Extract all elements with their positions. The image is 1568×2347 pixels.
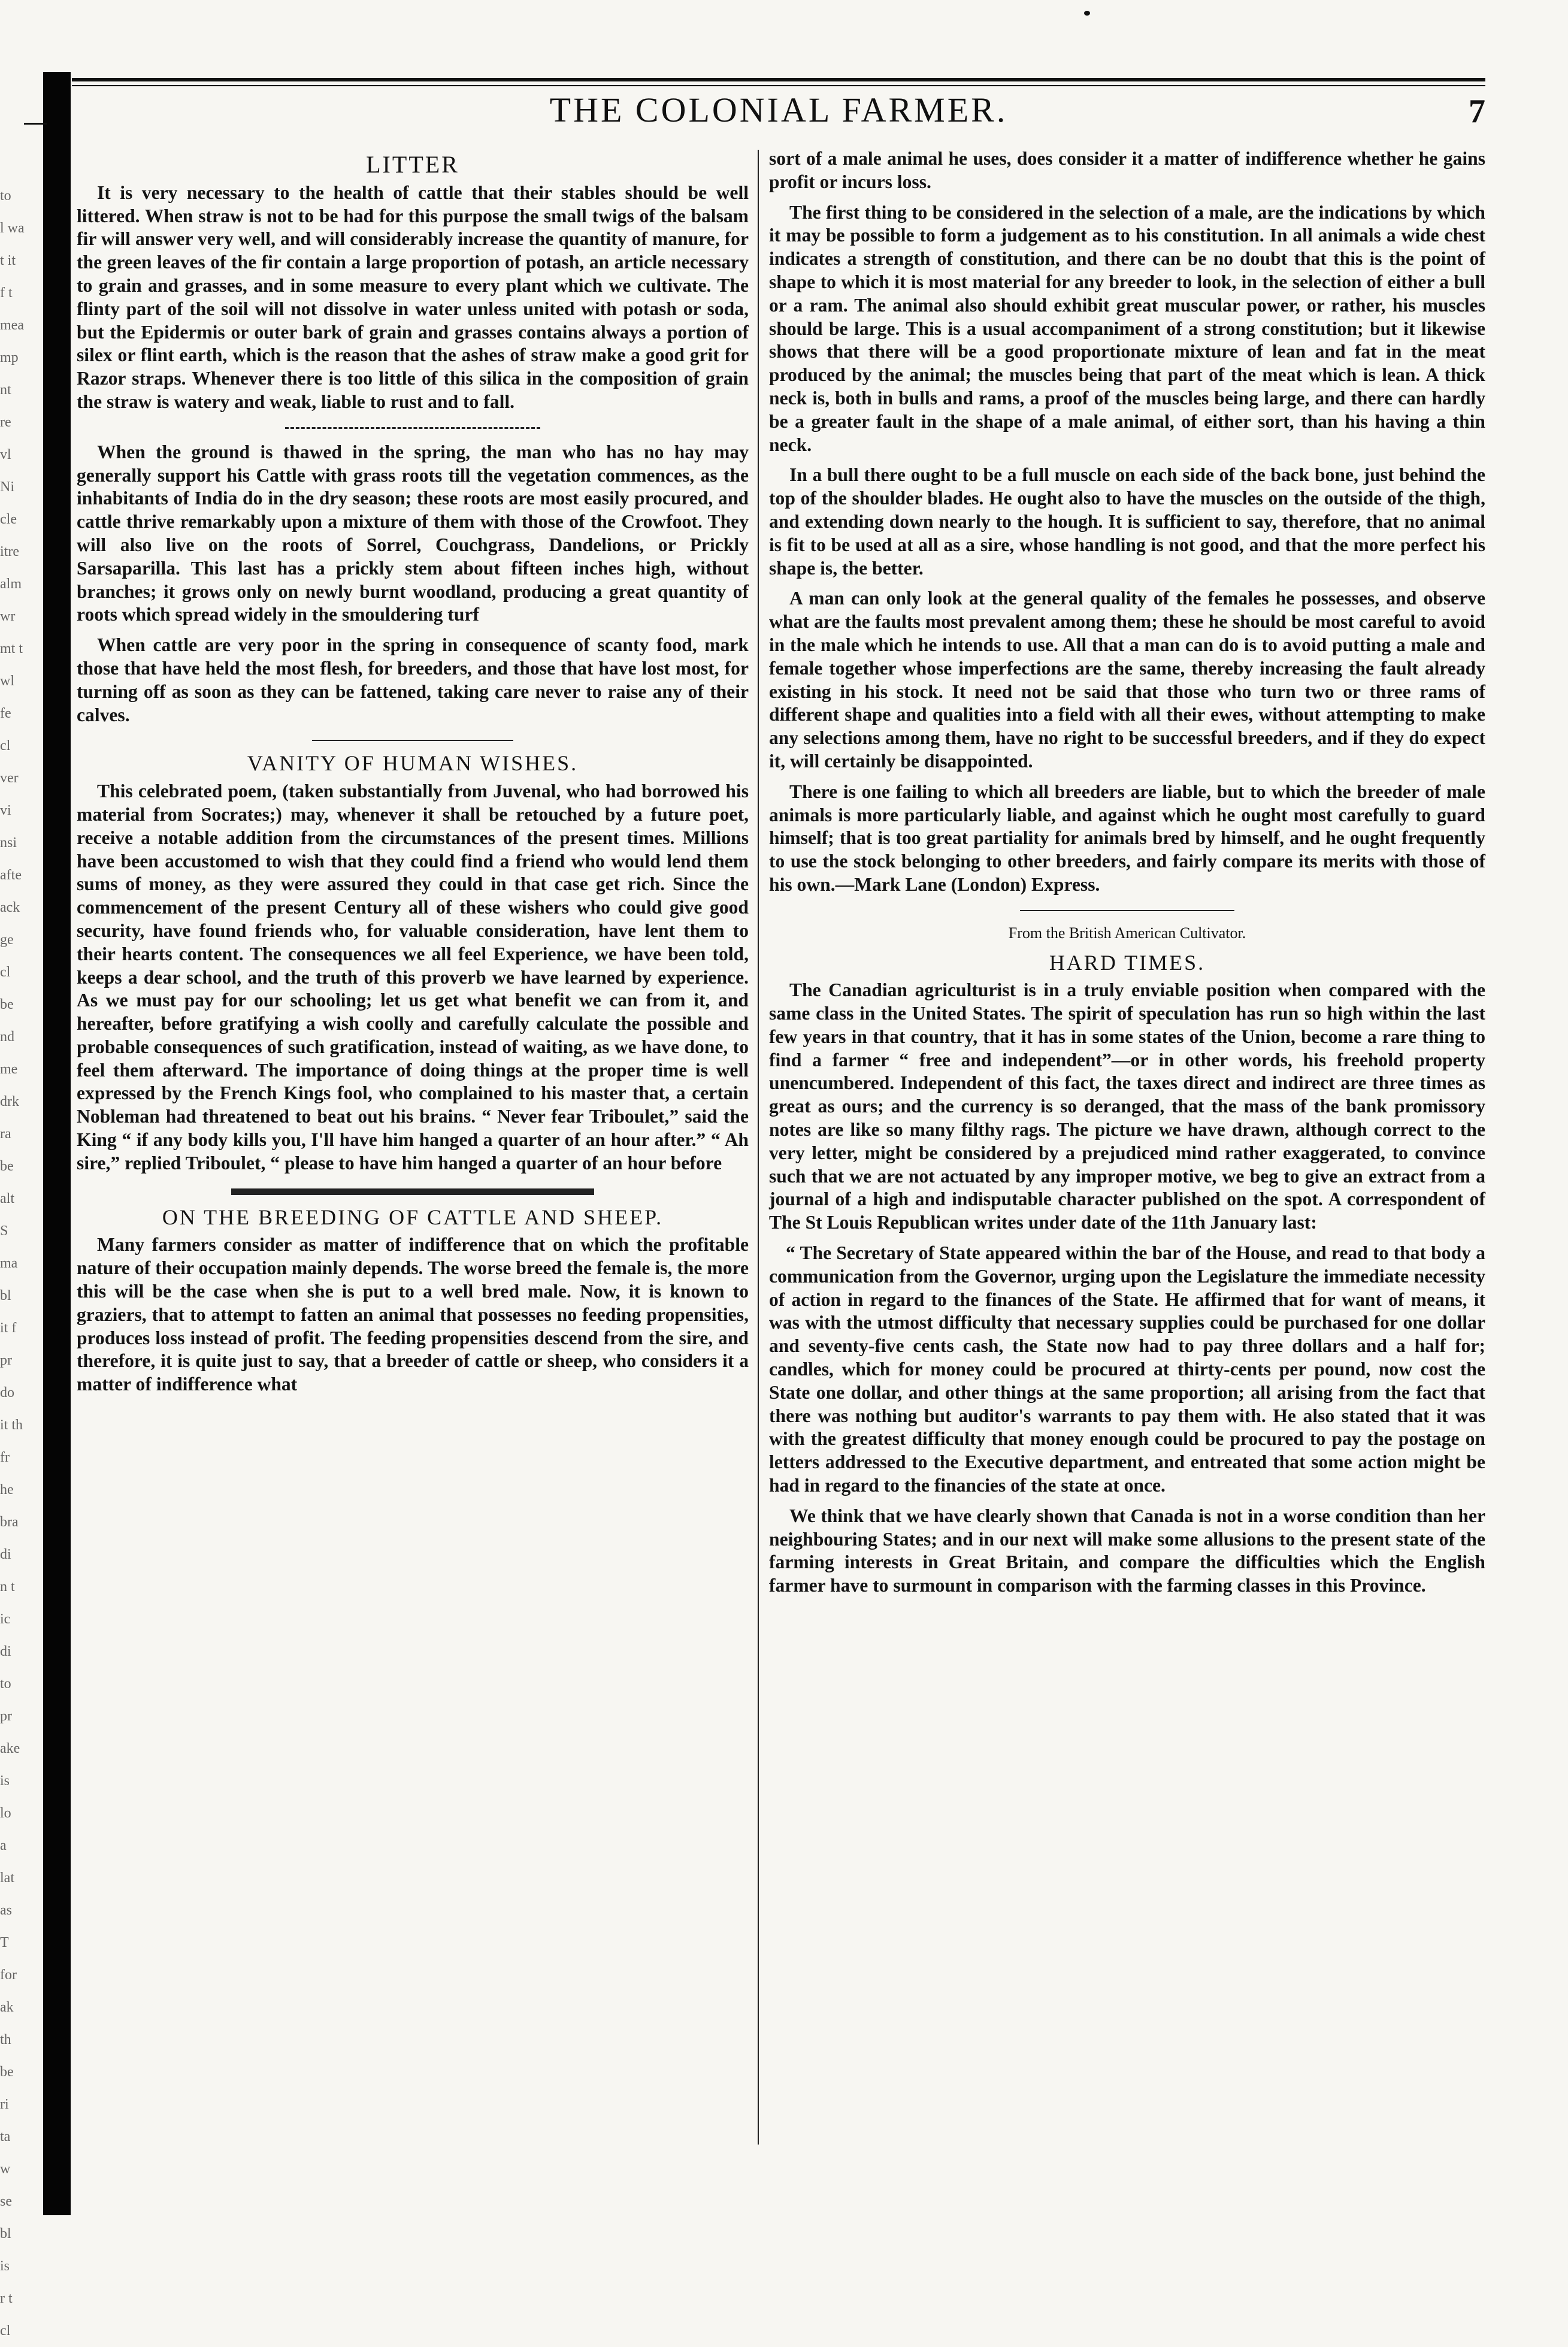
left-column [77,147,749,1404]
article-paragraph: When the ground is thawed in the spring, the man who has no hay may generally support his Cattle with grass roots till the vegetation commences, as the inhabitants of India do in the dry season; these roots are most easily procured, and cattle thrive remarkably upon a mixture of them with those of the Crowfoot. They will also live on the roots of Sorrel, Couchgrass, Dandelions, or Prickly Sarsaparilla. This last has a prickly stem about fifteen inches high, without branches; it grows only on newly burnt woodland, producing a great quantity of roots which spread widely in the smouldering turf [77,441,749,625]
quoted-paragraph: “ The Secretary of State appeared within the bar of the House, and read to that body a communication from the Governor, urging upon the Legislature the immediate necessity of action in regard to the finances of the State. He affirmed that for want of means, it was with the utmost difficulty that necessary supplies could be purchased for one dollar and seventy-five cents cash, the State now had to pay three dollars and a half for; candles, which for money could be procured at thirty-cents per pound, now cost the State one dollar, and other things at the same proportion; all arising from the fact that there was nothing but auditor's warrants to pay them with. He also stated that it was with the greatest difficulty that money enough could be procured to pay the postage on letters addressed to the Executive department, and entreated that some action might be had in regard to the financies of the state at once. [769,1242,1485,1496]
article-breeding-continued [769,147,1485,897]
article-heading: LITTER [366,151,459,178]
article-heading: ON THE BREEDING OF CATTLE AND SHEEP. [162,1205,664,1229]
article-paragraph: It is very necessary to the health of cattle that their stables should be well littered. When straw is not to be had for this purpose the small twigs of the balsam fir will answer very well, and will considerably increase the quantity of manure, for the green leaves of the fir contain a large proportion of potash, an article necessary to grain and grasses, and in some measure to every plant which we cultivate. The flinty part of the soil will not dissolve in water unless united with potash or soda, but the Epidermis or outer bark of grain and grasses contains always a portion of silex or flint earth, which is the reason that the ashes of straw make a good grit for Razor straps. Whenever there is too little of this silica in the composition of grain the straw is watery and weak, liable to rust and to fall. [77,182,749,412]
article-heading: HARD TIMES. [1049,950,1206,975]
article-hard-times [769,922,1485,1598]
publication-title: THE COLONIAL FARMER. [549,90,1008,129]
facing-page-gutter-text: to l wa t it f t mea mp nt re vl Ni cle itre alm wr mt t wl fe cl ver vi nsi afte ack ge cl be nd me drk ra be alt S ma bl it f pr do it th fr he bra di n t ic di to pr ake is lo a lat as T for ak th be ri ta w se bl is r t cl [0,188,25,2339]
article-paragraph: When cattle are very poor in the spring in consequence of scanty food, mark those that have held the most flesh, for breeders, and those that have lost most, for turning off as soon as they can be fattened, taking care never to raise any of their calves. [77,634,749,725]
article-paragraph: There is one failing to which all breeders are liable, but to which the breeder of male animals is more particularly liable, and against which he ought most carefully to guard himself; that is too great partiality for animals bred by himself, and he ought frequently to use the stock belonging to other breeders, and fairly compare its merits with those of his own.—Mark Lane (London) Express. [769,781,1485,895]
masthead-rule [72,78,1485,81]
article-paragraph: In a bull there ought to be a full muscle on each side of the back bone, just behind the top of the shoulder blades. He ought also to have the muscles on the outside of the thigh, and extending down nearly to the hough. It is sufficient to say, therefore, that no animal is fit to be used at all as a sire, whose handling is not good, and that the more perfect his shape is, the better. [769,464,1485,579]
article-vanity-of-human-wishes [77,752,749,1175]
section-separator [1020,910,1235,911]
masthead [72,90,1485,138]
article-breeding-cattle-sheep [77,1206,749,1396]
article-paragraph: The Canadian agriculturist is in a truly enviable position when compared with the same class in the United States. The spirit of speculation has run so high within the last few years in that country, that it has in some states of the Union, become a rare thing to find a farmer “ free and independent”—or in other words, his freehold property unencumbered. Independent of this fact, the taxes direct and indirect are three times as great as ours; and the currency is so deranged, that the mass of the bank promissory notes are like so many filthy rags. The picture we have drawn, although correct to the very letter, might be considered by a prejudiced mind rather exaggerated, to convince such that we are not actuated by any improper motive, we beg to give an extract from a journal of a high and indisputable character published on the spot. A correspondent of The St Louis Republican writes under date of the 11th January last: [769,979,1485,1233]
column-divider [758,150,759,2145]
right-column [769,147,1485,1605]
section-separator [312,740,514,741]
page-number: 7 [1469,93,1485,130]
article-heading: VANITY OF HUMAN WISHES. [247,751,579,776]
article-source-line: From the British American Cultivator. [1008,924,1246,942]
section-separator [285,427,540,430]
ink-speck [24,123,47,125]
binding-spine-shadow [43,72,71,2215]
masthead-rule-thin [72,85,1485,86]
article-spring-feeding [77,441,749,727]
article-paragraph: A man can only look at the general quality of the females he possesses, and observe what are the faults most prevalent among them; these he should be most careful to avoid in the male which he intends to use. All that a man can do is to avoid putting a male and female together whose imperfections are the same, thereby increasing the fault already existing in his stock. It need not be said that those who turn two or three rams of different shape and qualities into a field with all their ewes, without attempting to make any selections among them, have no right to be successful breeders, and if they do expect it, will certainly be disappointed. [769,588,1485,772]
article-paragraph: sort of a male animal he uses, does consider it a matter of indifference whether he gains profit or incurs loss. [769,148,1485,192]
article-paragraph: This celebrated poem, (taken substantially from Juvenal, who had borrowed his material from Socrates;) may, whenever it shall be retouched by a future poet, receive a notable addition from the circumstances of the present times. Millions have been accustomed to wish that they could find a friend who would lend them sums of money, as they were assured they could in that case get rich. Since the commencement of the present Century all of these wishers who could give good security, have found friends who, for valuable consideration, have lent them to their hearts content. The consequences we all feel Experience, we have been told, keeps a dear school, and the truth of this proverb we have learned by experience. As we must pay for our schooling; let us get what benefit we can from it, and hereafter, before gratifying a wish coolly and carefully calculate the possible and probable consequences of such gratification, instead of waiting, as we have done, to feel them afterward. The importance of doing things at the proper time is well expressed by the French Kings fool, who complained to his master that, a certain Nobleman had threatened to beat out his brains. “ Never fear Triboulet,” said the King “ if any body kills you, I'll have him hanged a quarter of an hour after.” “ Ah sire,” replied Triboulet, “ please to have him hanged a quarter of an hour before [77,781,749,1174]
section-separator [231,1188,594,1195]
article-litter [77,153,749,414]
article-paragraph: Many farmers consider as matter of indifference that on which the profitable nature of their occupation mainly depends. The worse breed the female is, the more this will be the case when she is put to a well bred male. Now, it is known to graziers, that to attempt to fatten an animal that possesses no feeding propensities, produces loss instead of profit. The feeding propensities descend from the sire, and therefore, it is quite just to say, that a breeder of cattle or sheep, who considers it a matter of indifference what [77,1234,749,1395]
article-paragraph: We think that we have clearly shown that Canada is not in a worse condition than her neighbouring States; and in our next will make some allusions to the present state of the farming interests in Great Britain, and compare the difficulties which the English farmer have to surmount in comparison with the farming classes in this Province. [769,1505,1485,1596]
ink-speck [1084,11,1090,16]
article-paragraph: The first thing to be considered in the selection of a male, are the indications by which it may be possible to form a judgement as to his constitution. In all animals a wide chest indicates a strength of constitution, and there can be no doubt that this is the point of shape to which it is most material for any breeder to look, in the selection of either a bull or a ram. The animal also should exhibit great muscular power, or rather, his muscles should be large. This is a usual accompaniment of a strong constitution; but it likewise shows that there will be a good proportionate mixture of lean and fat in the meat produced by the animal; the muscles being that part of the meat which is lean. A thick neck is, both in bulls and rams, a proof of the muscles being large, and there can hardly be a greater fault in the shape of a male animal, of either sort, than his having a thin neck. [769,201,1485,455]
